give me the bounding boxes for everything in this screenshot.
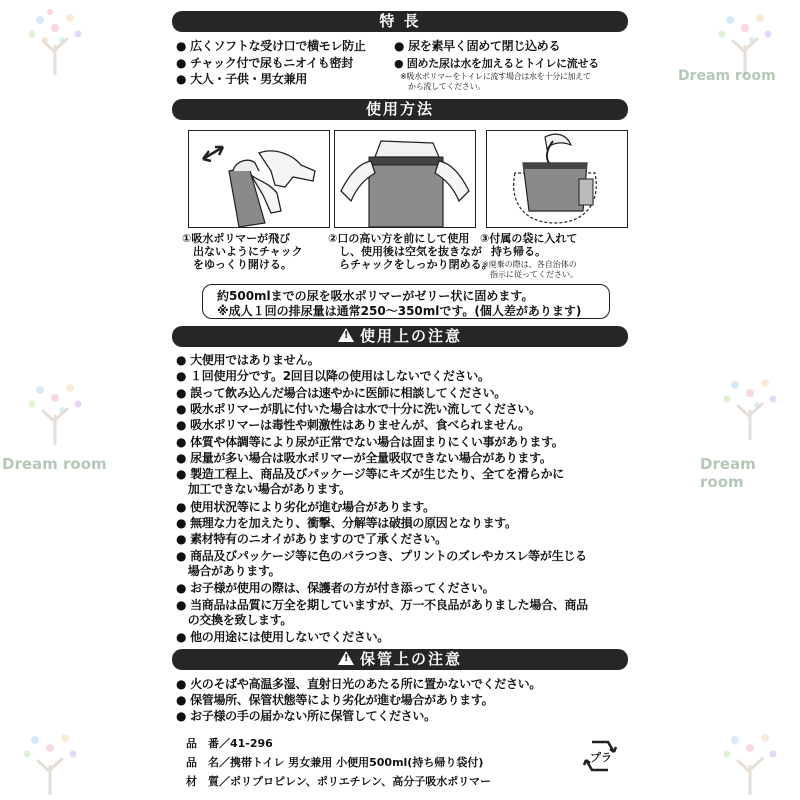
feature-item: ● 尿を素早く固めて閉じ込める [394,39,561,53]
caution-item: ● 無理な力を加えたり、衝撃、分解等は破損の原因となります。 [176,516,517,530]
caution-item: ● 商品及びパッケージ等に色のバラつき、プリントのズレやカスレ等が生じる 場合があります。 [176,548,587,578]
capacity-note: ※成人１回の排尿量は通常250〜350mlです。(個人差があります) [217,304,582,318]
plastic-recycle-mark-icon [580,736,620,776]
storage-header: !保管上の注意 [172,649,628,670]
caution-item: ● 使用状況等により劣化が進む場合があります。 [176,499,435,514]
capacity-info: 約500mlまでの尿を吸水ポリマーがゼリー状に固めます。 [217,289,534,303]
caution-item: ● 当商品は品質に万全を期していますが、万一不良品がありました場合、商品 の交換を致します。 [176,597,588,627]
watermark-tree-icon [10,0,100,80]
product-label [172,0,628,800]
usage-illustration-3 [486,130,628,228]
open-zipper-illustration-icon [189,131,329,227]
storage-item: ● お子様の手の届かない所に保管してください。 [176,709,436,723]
usage-step-3-caption: ③付属の袋に入れて 持ち帰る。 [480,232,578,258]
caution-item: ● 吸水ポリマーが肌に付いた場合は水で十分に洗い流してください。 [176,401,541,416]
caution-item: ● １回使用分です。2回目以降の使用はしないでください。 [176,369,490,384]
caution-item: ● お子様が使用の際は、保護者の方が付き添ってください。 [176,581,495,596]
caution-item: ● 吸水ポリマーは毒性や刺激性はありませんが、食べられません。 [176,418,530,433]
watermark-tree-icon [5,720,95,800]
caution-item: ● 大便用ではありません。 [176,353,320,367]
caution-item: ● 体質や体調等により尿が正常でない場合は固まりにくい事があります。 [176,434,564,449]
usage-step-2-caption: ②口の高い方を前にして使用 し、使用後は空気を抜きなが らチャックをしっかり閉める。 [328,232,493,271]
recycle-mark-label: プラ [590,751,612,764]
caution-item: ● 素材特有のニオイがありますので了承ください。 [176,532,447,547]
capacity-info-box [202,284,610,319]
features-header: 特 長 [172,11,628,32]
usage-step-3-note: ※廃棄の際は、各自治体の 指示に従ってください。 [482,260,578,279]
feature-item: ● 広くソフトな受け口で横モレ防止 [176,39,366,53]
feature-item: ● チャック付で尿もニオイも密封 [176,56,353,70]
watermark-tree-icon [10,370,100,450]
watermark-tree-icon [705,720,795,800]
feature-item: ● 大人・子供・男女兼用 [176,72,308,86]
caution-item: ● 尿量が多い場合は吸水ポリマーが全量吸収できない場合があります。 [176,450,552,465]
usage-step-1-caption: ①吸水ポリマーが飛び 出ないようにチャック をゆっくり開ける。 [182,232,303,271]
warning-icon [338,328,354,342]
usage-header: 使用方法 [172,99,628,120]
feature-note: ※吸水ポリマーをトイレに流す場合は水を十分に加えて [400,72,591,81]
caution-item: ● 他の用途には使用しないでください。 [176,630,389,645]
storage-item: ● 保管場所、保管状態等により劣化が進む場合があります。 [176,693,494,707]
usage-illustration-2 [334,130,476,228]
watermark-text: Dream room [700,455,756,491]
watermark-text: Dream room [2,455,107,473]
spec-material: 材 質／ポリプロピレン、ポリエチレン、高分子吸水ポリマー [186,775,492,788]
feature-item: ● 固めた尿は水を加えるとトイレに流せる [394,57,599,70]
caution-item: ● 製造工程上、商品及びパッケージ等にキズが生じたり、全てを滑らかに 加工できない場合があります。 [176,467,564,497]
caution-header: !使用上の注意 [172,326,628,347]
watermark-tree-icon [705,365,795,445]
caution-item: ● 誤って飲み込んだ場合は速やかに医師に相談してください。 [176,385,506,400]
spec-product-number: 品 番／41-296 [186,737,273,750]
close-zipper-illustration-icon [335,131,475,227]
watermark-text: Dream room [678,68,776,84]
storage-item: ● 火のそばや高温多湿、直射日光のあたる所に置かないでください。 [176,677,542,691]
feature-note: から流してください。 [408,82,485,91]
warning-icon [338,651,354,665]
carry-bag-illustration-icon [487,131,627,227]
usage-illustration-1 [188,130,330,228]
spec-product-name: 品 名／携帯トイレ 男女兼用 小便用500ml(持ち帰り袋付) [186,756,484,769]
